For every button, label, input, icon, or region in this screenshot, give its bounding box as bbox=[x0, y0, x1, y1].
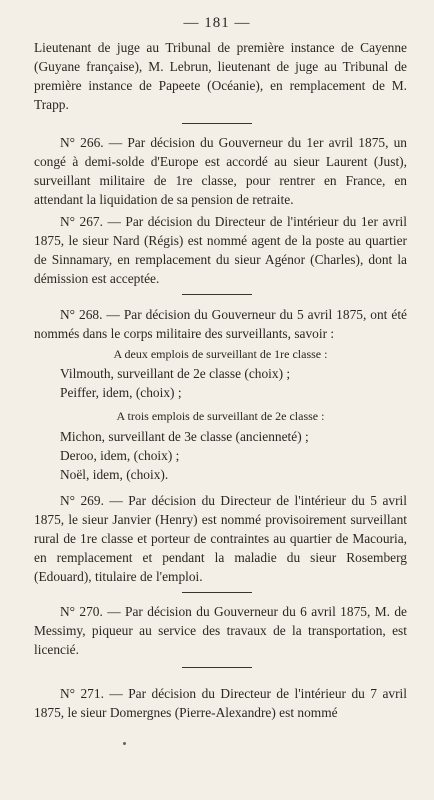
decision-271: N° 271. — Par décision du Directeur de l'intérieur du 7 avril 1875, le sieur Domergnes (Pierre-Alexandre) est nommé bbox=[34, 686, 407, 720]
decision-267: N° 267. — Par décision du Directeur de l'intérieur du 1er avril 1875, le sieur Nard (Régis) est nommé agent de la poste au quartier de Sinnamary, en remplacement du sieur Agénor (Charles), dont la démission est acceptée. bbox=[34, 214, 407, 286]
separator-rule bbox=[182, 592, 252, 593]
ink-speck bbox=[123, 742, 126, 745]
appointment-deroo: Deroo, idem, (choix) ; bbox=[60, 448, 180, 463]
decision-269: N° 269. — Par décision du Directeur de l'intérieur du 5 avril 1875, le sieur Janvier (Henry) est nommé provisoirement surveillant rural de 1re classe et porteur de contraintes au quartier de Macouria, en remplacement et pendant la maladie du sieur Rosemberg (Edouard), titulaire de l'emploi. bbox=[34, 493, 407, 584]
appointment-vilmouth: Vilmouth, surveillant de 2e classe (choix) ; bbox=[60, 366, 291, 381]
decision-268: N° 268. — Par décision du Gouverneur du 5 avril 1875, ont été nommés dans le corps militaire des surveillants, savoir : bbox=[34, 307, 407, 341]
separator-rule bbox=[182, 123, 252, 124]
decision-270: N° 270. — Par décision du Gouverneur du 6 avril 1875, M. de Messimy, piqueur au service des travaux de la transportation, est licencié. bbox=[34, 604, 407, 657]
page-number: — 181 — bbox=[183, 15, 251, 31]
appointment-peiffer: Peiffer, idem, (choix) ; bbox=[60, 385, 182, 400]
separator-rule bbox=[182, 294, 252, 295]
paragraph-lebrun: Lieutenant de juge au Tribunal de première instance de Cayenne (Guyane française), M. Lebrun, lieutenant de juge au Tribunal de première instance de Papeete (Océanie), en remplacement de M. Trapp. bbox=[34, 40, 407, 112]
heading-first-class: A deux emplois de surveillant de 1re classe : bbox=[113, 347, 328, 361]
heading-second-class: A trois emplois de surveillant de 2e classe : bbox=[116, 409, 325, 423]
appointment-noel: Noël, idem, (choix). bbox=[60, 467, 169, 482]
appointment-michon: Michon, surveillant de 3e classe (ancienneté) ; bbox=[60, 429, 309, 444]
separator-rule bbox=[182, 667, 252, 668]
decision-266: N° 266. — Par décision du Gouverneur du 1er avril 1875, un congé à demi-solde d'Europe est accordé au sieur Laurent (Just), surveillant militaire de 1re classe, pour rentrer en France, en attendant la liquidation de sa pension de retraite. bbox=[34, 135, 407, 207]
